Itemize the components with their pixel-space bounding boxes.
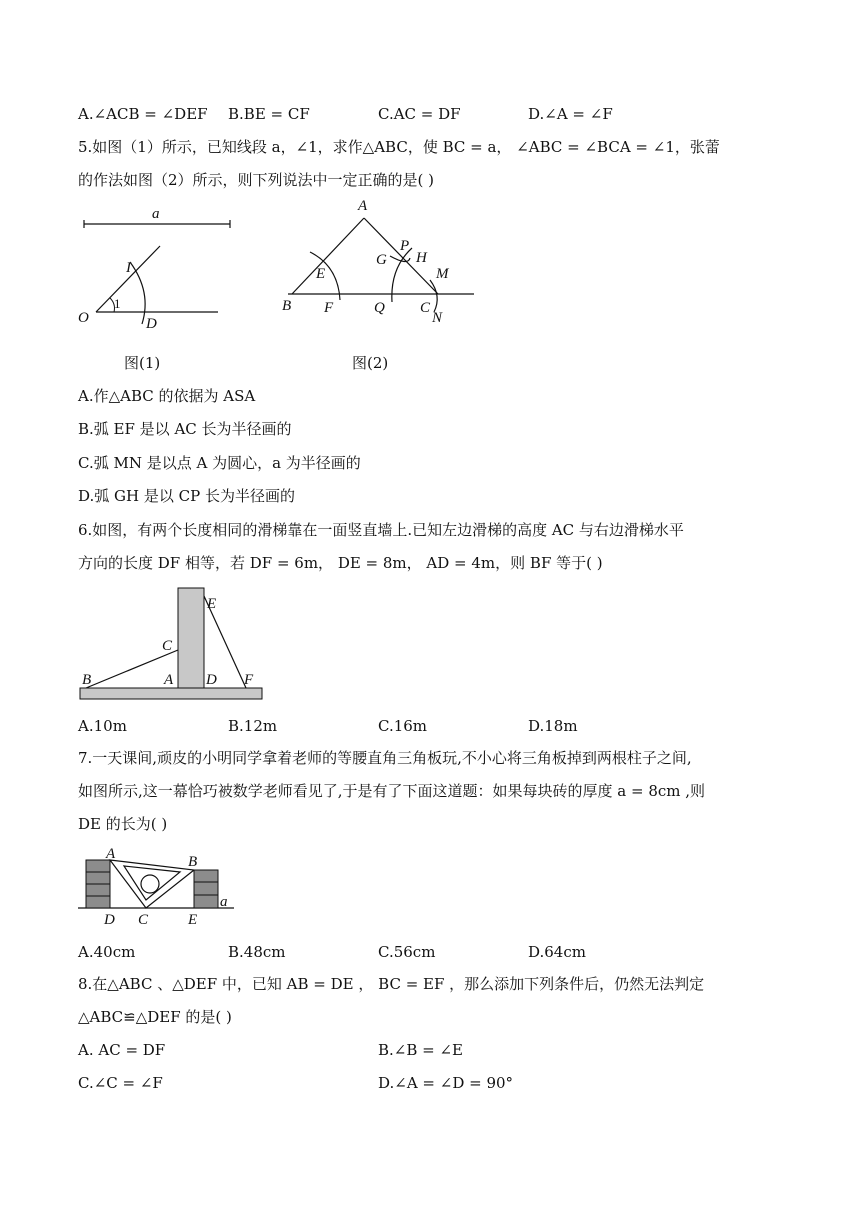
label-B: B [82, 672, 92, 688]
label-I: I [126, 260, 131, 276]
label-B: B [188, 854, 198, 870]
label-M: M [436, 266, 449, 282]
q8-option-a: A. AC = DF [78, 1041, 166, 1059]
q7-stem-line3: DE 的长为( ) [78, 815, 168, 833]
label-C: C [162, 638, 173, 654]
label-a: a [152, 206, 160, 222]
q4-option-d: D.∠A = ∠F [528, 105, 613, 123]
q7-option-d: D.64cm [528, 943, 586, 961]
q6-option-a: A.10m [78, 717, 127, 735]
label-P: P [400, 238, 410, 254]
label-E: E [188, 912, 198, 928]
q8-option-d: D.∠A = ∠D = 90° [378, 1074, 514, 1092]
label-E: E [207, 596, 217, 612]
q4-option-a: A.∠ACB = ∠DEF [78, 105, 208, 123]
q5-figure-1-caption: 图(1) [124, 354, 161, 372]
label-D: D [104, 912, 115, 928]
q5-option-b: B.弧 EF 是以 AC 长为半径画的 [78, 420, 292, 438]
q5-stem-line2: 的作法如图（2）所示，则下列说法中一定正确的是( ) [78, 171, 435, 189]
q5-stem-line1: 5.如图（1）所示，已知线段 a，∠1，求作△ABC，使 BC = a， ∠ABC = ∠BCA = ∠1，张蕾 [78, 138, 720, 156]
q7-stem-line2: 如图所示,这一幕恰巧被数学老师看见了,于是有了下面这道题：如果每块砖的厚度 a = 8cm ,则 [78, 782, 706, 800]
q7-option-c: C.56cm [378, 943, 436, 961]
q7-option-a: A.40cm [78, 943, 136, 961]
label-C: C [138, 912, 149, 928]
label-D: D [206, 672, 217, 688]
q6-option-d: D.18m [528, 717, 578, 735]
q8-stem-line1: 8.在△ABC 、△DEF 中，已知 AB = DE ， BC = EF ，那么添加下列条件后，仍然无法判定 [78, 975, 705, 993]
q5-option-a: A.作△ABC 的依据为 ASA [78, 387, 256, 405]
label-A: A [358, 198, 368, 214]
q7-option-b: B.48cm [228, 943, 286, 961]
q8-stem-line2: △ABC≌△DEF 的是( ) [78, 1008, 232, 1026]
label-Q: Q [374, 300, 385, 316]
q4-option-c: C.AC = DF [378, 105, 461, 123]
q8-option-b: B.∠B = ∠E [378, 1041, 464, 1059]
q6-stem-line1: 6.如图，有两个长度相同的滑梯靠在一面竖直墙上.已知左边滑梯的高度 AC 与右边滑梯水平 [78, 521, 684, 539]
q6-option-b: B.12m [228, 717, 278, 735]
q5-figure-2-caption: 图(2) [352, 354, 389, 372]
label-O: O [78, 310, 89, 326]
q6-figure [76, 584, 266, 706]
label-H: H [416, 250, 427, 266]
label-A: A [164, 672, 174, 688]
label-E: E [316, 266, 326, 282]
label-G: G [376, 252, 387, 268]
label-F: F [244, 672, 254, 688]
label-1: 1 [114, 296, 121, 311]
label-A: A [106, 846, 116, 862]
q6-stem-line2: 方向的长度 DF 相等，若 DF = 6m， DE = 8m， AD = 4m，则 BF 等于( ) [78, 554, 603, 572]
q5-option-d: D.弧 GH 是以 CP 长为半径画的 [78, 487, 295, 505]
q7-figure [76, 844, 236, 932]
label-C: C [420, 300, 431, 316]
q5-option-c: C.弧 MN 是以点 A 为圆心，a 为半径画的 [78, 454, 361, 472]
label-a: a [220, 894, 228, 910]
q5-figure-1 [70, 200, 250, 340]
label-B: B [282, 298, 292, 314]
label-F: F [324, 300, 334, 316]
q5-figure-2 [278, 196, 478, 326]
q4-option-b: B.BE = CF [228, 105, 310, 123]
q7-stem-line1: 7.一天课间,顽皮的小明同学拿着老师的等腰直角三角板玩,不小心将三角板掉到两根柱子之间, [78, 749, 692, 767]
q8-option-c: C.∠C = ∠F [78, 1074, 163, 1092]
label-D: D [146, 316, 157, 332]
label-N: N [432, 310, 443, 326]
q6-option-c: C.16m [378, 717, 428, 735]
